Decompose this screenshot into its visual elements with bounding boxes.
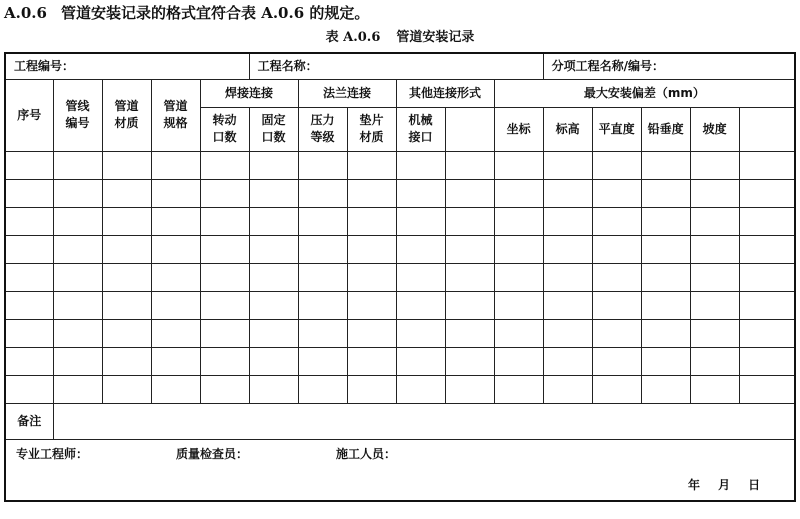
table-cell[interactable] xyxy=(494,235,543,263)
table-cell[interactable] xyxy=(396,179,445,207)
table-cell[interactable] xyxy=(5,291,53,319)
table-cell[interactable] xyxy=(53,291,102,319)
table-cell[interactable] xyxy=(102,207,151,235)
table-cell[interactable] xyxy=(5,319,53,347)
table-cell[interactable] xyxy=(641,151,690,179)
table-cell[interactable] xyxy=(690,263,739,291)
table-cell[interactable] xyxy=(592,179,641,207)
project-number-field[interactable]: 工程编号： xyxy=(5,53,249,79)
table-cell[interactable] xyxy=(53,375,102,403)
table-cell[interactable] xyxy=(53,235,102,263)
signature-row xyxy=(5,439,795,501)
table-cell[interactable] xyxy=(5,263,53,291)
table-cell[interactable] xyxy=(347,151,396,179)
remarks-label: 备注 xyxy=(5,403,53,439)
table-cell[interactable] xyxy=(592,207,641,235)
col-weld-rotating: 转动 口数 xyxy=(200,107,249,151)
table-cell[interactable] xyxy=(347,375,396,403)
pipe-installation-record-table xyxy=(4,52,796,502)
table-cell[interactable] xyxy=(5,179,53,207)
section-number: A.0.6 xyxy=(4,4,47,22)
table-cell[interactable] xyxy=(592,291,641,319)
table-cell[interactable] xyxy=(690,319,739,347)
table-cell[interactable] xyxy=(641,347,690,375)
table-cell[interactable] xyxy=(494,319,543,347)
table-caption xyxy=(0,26,800,45)
table-cell[interactable] xyxy=(249,179,298,207)
table-cell[interactable] xyxy=(396,207,445,235)
table-row xyxy=(5,291,795,319)
table-cell[interactable] xyxy=(151,235,200,263)
table-cell[interactable] xyxy=(690,179,739,207)
col-spec: 管道 规格 xyxy=(151,79,200,151)
table-cell[interactable] xyxy=(298,151,347,179)
table-cell[interactable] xyxy=(445,263,494,291)
table-cell[interactable] xyxy=(347,235,396,263)
table-cell[interactable] xyxy=(641,235,690,263)
table-cell[interactable] xyxy=(396,263,445,291)
table-cell[interactable] xyxy=(151,207,200,235)
table-cell[interactable] xyxy=(739,151,795,179)
table-cell[interactable] xyxy=(102,179,151,207)
table-cell[interactable] xyxy=(5,375,53,403)
table-cell[interactable] xyxy=(53,347,102,375)
table-cell[interactable] xyxy=(5,207,53,235)
table-cell[interactable] xyxy=(200,347,249,375)
table-cell[interactable] xyxy=(298,347,347,375)
table-cell[interactable] xyxy=(102,375,151,403)
table-cell[interactable] xyxy=(249,375,298,403)
table-cell[interactable] xyxy=(494,375,543,403)
col-material: 管道 材质 xyxy=(102,79,151,151)
inspector-signature[interactable]: 质量检查员： xyxy=(176,446,249,461)
table-cell[interactable] xyxy=(102,263,151,291)
col-flange-gasket: 垫片 材质 xyxy=(347,107,396,151)
table-cell[interactable] xyxy=(102,319,151,347)
table-cell[interactable] xyxy=(151,151,200,179)
table-cell[interactable] xyxy=(641,375,690,403)
table-cell[interactable] xyxy=(249,291,298,319)
table-cell[interactable] xyxy=(739,347,795,375)
table-cell[interactable] xyxy=(249,151,298,179)
table-cell[interactable] xyxy=(249,235,298,263)
table-cell[interactable] xyxy=(396,235,445,263)
table-cell[interactable] xyxy=(151,179,200,207)
table-cell[interactable] xyxy=(739,375,795,403)
table-cell[interactable] xyxy=(396,291,445,319)
table-cell[interactable] xyxy=(543,179,592,207)
column-group-row xyxy=(5,79,795,107)
table-cell[interactable] xyxy=(690,151,739,179)
table-cell[interactable] xyxy=(249,207,298,235)
table-cell[interactable] xyxy=(151,375,200,403)
table-cell[interactable] xyxy=(53,207,102,235)
table-cell[interactable] xyxy=(102,235,151,263)
table-cell[interactable] xyxy=(494,347,543,375)
col-line-no: 管线 编号 xyxy=(53,79,102,151)
table-cell[interactable] xyxy=(543,319,592,347)
table-cell[interactable] xyxy=(739,291,795,319)
col-dev-elevation: 标高 xyxy=(543,107,592,151)
table-row xyxy=(5,319,795,347)
table-cell[interactable] xyxy=(347,263,396,291)
table-cell[interactable] xyxy=(347,207,396,235)
table-cell[interactable] xyxy=(151,319,200,347)
table-cell[interactable] xyxy=(543,235,592,263)
table-cell[interactable] xyxy=(690,235,739,263)
worker-signature[interactable]: 施工人员： xyxy=(336,446,397,461)
table-cell[interactable] xyxy=(690,207,739,235)
table-cell[interactable] xyxy=(445,207,494,235)
table-row xyxy=(5,235,795,263)
col-other-mechanical: 机械 接口 xyxy=(396,107,445,151)
table-cell[interactable] xyxy=(200,179,249,207)
section-heading xyxy=(4,2,369,23)
table-cell[interactable] xyxy=(396,375,445,403)
col-other-group: 其他连接形式 xyxy=(396,79,494,107)
table-cell[interactable] xyxy=(53,151,102,179)
table-cell[interactable] xyxy=(5,235,53,263)
table-cell[interactable] xyxy=(200,319,249,347)
table-cell[interactable] xyxy=(494,151,543,179)
table-row xyxy=(5,207,795,235)
table-cell[interactable] xyxy=(543,291,592,319)
table-cell[interactable] xyxy=(690,347,739,375)
table-cell[interactable] xyxy=(543,263,592,291)
table-cell[interactable] xyxy=(347,291,396,319)
table-cell[interactable] xyxy=(298,207,347,235)
table-cell[interactable] xyxy=(200,207,249,235)
table-cell[interactable] xyxy=(543,207,592,235)
col-seq: 序号 xyxy=(5,79,53,151)
table-cell[interactable] xyxy=(445,375,494,403)
table-cell[interactable] xyxy=(347,319,396,347)
table-cell[interactable] xyxy=(200,263,249,291)
remarks-field[interactable] xyxy=(53,403,795,439)
table-cell[interactable] xyxy=(396,319,445,347)
table-cell[interactable] xyxy=(249,347,298,375)
remarks-row xyxy=(5,403,795,439)
table-cell[interactable] xyxy=(543,151,592,179)
table-label: 表 A.0.6 xyxy=(325,30,381,45)
table-cell[interactable] xyxy=(5,347,53,375)
table-cell[interactable] xyxy=(494,263,543,291)
date-field[interactable]: 年 月 日 xyxy=(688,477,761,492)
col-flange-group: 法兰连接 xyxy=(298,79,396,107)
table-cell[interactable] xyxy=(249,319,298,347)
col-deviation-group: 最大安装偏差（mm） xyxy=(494,79,795,107)
col-weld-group: 焊接连接 xyxy=(200,79,298,107)
table-cell[interactable] xyxy=(445,151,494,179)
engineer-signature[interactable]: 专业工程师： xyxy=(16,446,89,461)
table-cell[interactable] xyxy=(102,347,151,375)
table-title: 管道安装记录 xyxy=(396,30,475,45)
table-cell[interactable] xyxy=(739,179,795,207)
table-cell[interactable] xyxy=(592,235,641,263)
table-cell[interactable] xyxy=(249,263,298,291)
table-cell[interactable] xyxy=(53,319,102,347)
table-cell[interactable] xyxy=(494,207,543,235)
table-cell[interactable] xyxy=(592,319,641,347)
table-cell[interactable] xyxy=(641,319,690,347)
col-other-blank xyxy=(445,107,494,151)
table-cell[interactable] xyxy=(494,179,543,207)
table-cell[interactable] xyxy=(53,179,102,207)
col-dev-coordinate: 坐标 xyxy=(494,107,543,151)
signature-cell xyxy=(5,439,795,501)
table-row xyxy=(5,375,795,403)
table-cell[interactable] xyxy=(396,347,445,375)
table-cell[interactable] xyxy=(543,375,592,403)
table-cell[interactable] xyxy=(641,263,690,291)
table-cell[interactable] xyxy=(592,347,641,375)
table-cell[interactable] xyxy=(298,235,347,263)
table-cell[interactable] xyxy=(347,179,396,207)
table-cell[interactable] xyxy=(592,375,641,403)
sub-project-field[interactable]: 分项工程名称/编号： xyxy=(543,53,795,79)
table-cell[interactable] xyxy=(592,263,641,291)
col-dev-flatness: 平直度 xyxy=(592,107,641,151)
table-cell[interactable] xyxy=(445,319,494,347)
table-cell[interactable] xyxy=(298,375,347,403)
table-cell[interactable] xyxy=(592,151,641,179)
table-cell[interactable] xyxy=(445,179,494,207)
table-cell[interactable] xyxy=(151,263,200,291)
col-weld-fixed: 固定 口数 xyxy=(249,107,298,151)
table-cell[interactable] xyxy=(739,235,795,263)
col-flange-pressure: 压力 等级 xyxy=(298,107,347,151)
table-row xyxy=(5,179,795,207)
table-cell[interactable] xyxy=(445,235,494,263)
table-cell[interactable] xyxy=(641,207,690,235)
table-row xyxy=(5,347,795,375)
table-cell[interactable] xyxy=(494,291,543,319)
table-row xyxy=(5,151,795,179)
table-row xyxy=(5,263,795,291)
table-cell[interactable] xyxy=(347,347,396,375)
table-cell[interactable] xyxy=(200,235,249,263)
table-cell[interactable] xyxy=(445,347,494,375)
col-dev-blank xyxy=(739,107,795,151)
header-info-row xyxy=(5,53,795,79)
table-cell[interactable] xyxy=(5,151,53,179)
table-cell[interactable] xyxy=(151,291,200,319)
table-cell[interactable] xyxy=(151,347,200,375)
table-cell[interactable] xyxy=(690,375,739,403)
table-cell[interactable] xyxy=(739,263,795,291)
table-cell[interactable] xyxy=(200,151,249,179)
table-cell[interactable] xyxy=(641,291,690,319)
table-cell[interactable] xyxy=(396,151,445,179)
table-cell[interactable] xyxy=(739,207,795,235)
col-dev-verticality: 铅垂度 xyxy=(641,107,690,151)
table-cell[interactable] xyxy=(543,347,592,375)
section-text: 管道安装记录的格式宜符合表 A.0.6 的规定。 xyxy=(60,4,370,22)
table-cell[interactable] xyxy=(690,291,739,319)
table-cell[interactable] xyxy=(53,263,102,291)
col-dev-slope: 坡度 xyxy=(690,107,739,151)
table-cell[interactable] xyxy=(298,179,347,207)
project-name-field[interactable]: 工程名称： xyxy=(249,53,543,79)
table-cell[interactable] xyxy=(200,291,249,319)
table-cell[interactable] xyxy=(739,319,795,347)
table-cell[interactable] xyxy=(298,291,347,319)
table-cell[interactable] xyxy=(298,319,347,347)
table-cell[interactable] xyxy=(200,375,249,403)
table-cell[interactable] xyxy=(641,179,690,207)
table-cell[interactable] xyxy=(102,151,151,179)
table-cell[interactable] xyxy=(102,291,151,319)
table-cell[interactable] xyxy=(445,291,494,319)
table-cell[interactable] xyxy=(298,263,347,291)
